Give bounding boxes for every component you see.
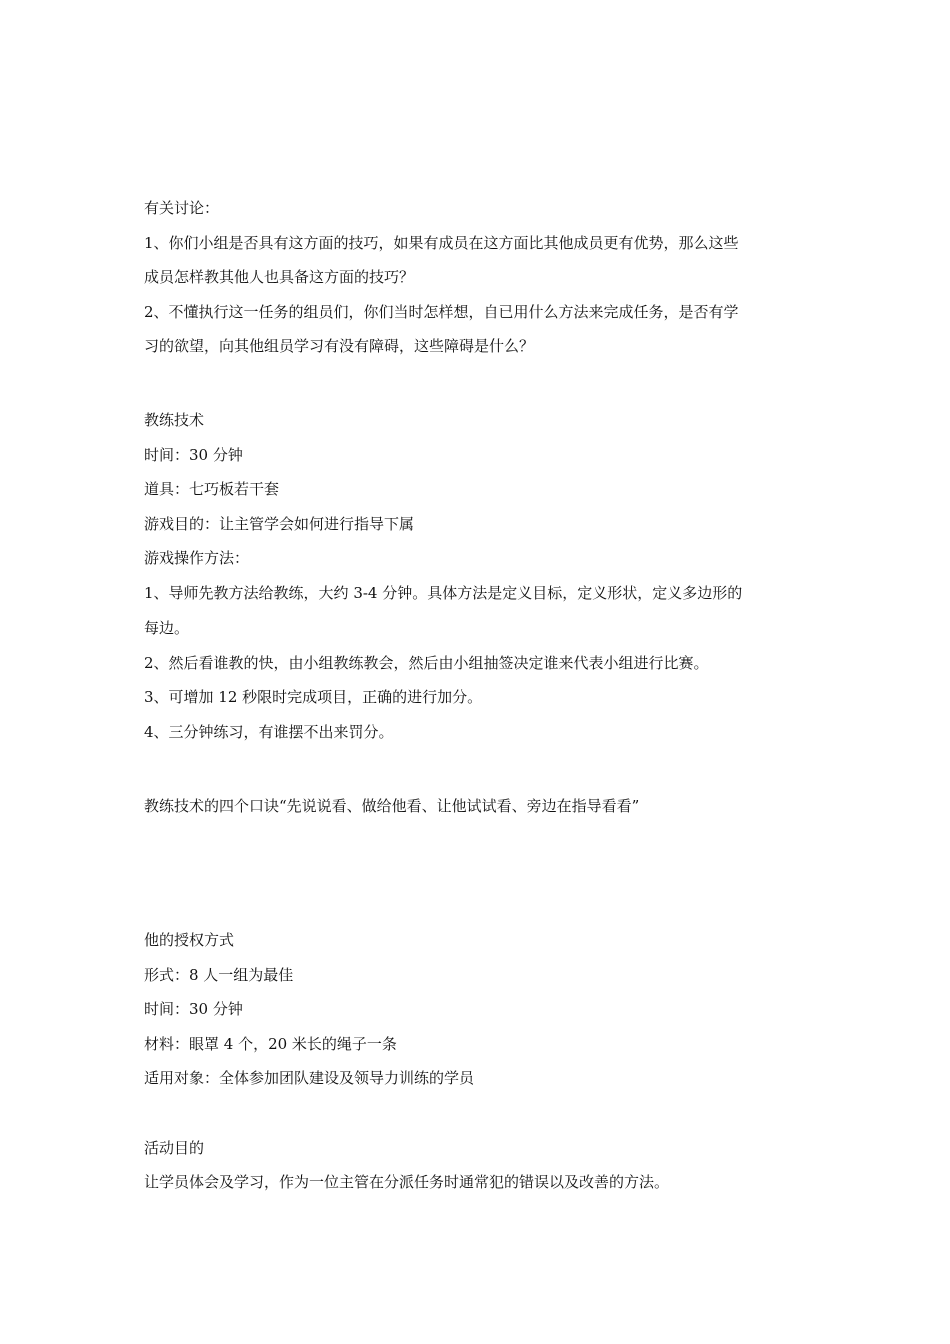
activity-heading: 活动目的 <box>144 1139 205 1157</box>
coaching-mnemonic: 教练技术的四个口诀“先说说看、做给他看、让他试试看、旁边在指导看看” <box>144 797 640 815</box>
coaching-step-2: 2、然后看谁教的快，由小组教练教会，然后由小组抽签决定谁来代表小组进行比赛。 <box>144 654 709 672</box>
coaching-step-3: 3、可增加 12 秒限时完成项目，正确的进行加分。 <box>144 688 483 706</box>
delegation-materials: 材料：眼罩 4 个，20 米长的绳子一条 <box>144 1035 397 1053</box>
delegation-time: 时间：30 分钟 <box>144 1000 243 1018</box>
discussion-question-1-line-2: 成员怎样教其他人也具备这方面的技巧？ <box>144 268 415 286</box>
delegation-title: 他的授权方式 <box>144 931 235 949</box>
coaching-step-1-line-2: 每边。 <box>144 619 190 637</box>
discussion-question-1-line-1: 1、你们小组是否具有这方面的技巧，如果有成员在这方面比其他成员更有优势，那么这些 <box>144 234 739 252</box>
discussion-question-2-line-2: 习的欲望，向其他组员学习有没有障碍，这些障碍是什么？ <box>144 337 535 355</box>
delegation-format: 形式：8 人一组为最佳 <box>144 966 294 984</box>
delegation-audience: 适用对象：全体参加团队建设及领导力训练的学员 <box>144 1069 475 1087</box>
discussion-question-2-line-1: 2、不懂执行这一任务的组员们，你们当时怎样想，自已用什么方法来完成任务，是否有学 <box>144 303 739 321</box>
coaching-props: 道具：七巧板若干套 <box>144 480 280 498</box>
coaching-time: 时间：30 分钟 <box>144 446 243 464</box>
discussion-heading: 有关讨论： <box>144 199 220 217</box>
activity-purpose: 让学员体会及学习，作为一位主管在分派任务时通常犯的错误以及改善的方法。 <box>144 1173 670 1191</box>
coaching-step-1-line-1: 1、导师先教方法给教练，大约 3-4 分钟。具体方法是定义目标，定义形状，定义多边形的 <box>144 584 743 602</box>
coaching-step-4: 4、三分钟练习，有谁摆不出来罚分。 <box>144 723 394 741</box>
coaching-method-heading: 游戏操作方法： <box>144 549 250 567</box>
coaching-title: 教练技术 <box>144 411 205 429</box>
coaching-goal: 游戏目的：让主管学会如何进行指导下属 <box>144 515 415 533</box>
